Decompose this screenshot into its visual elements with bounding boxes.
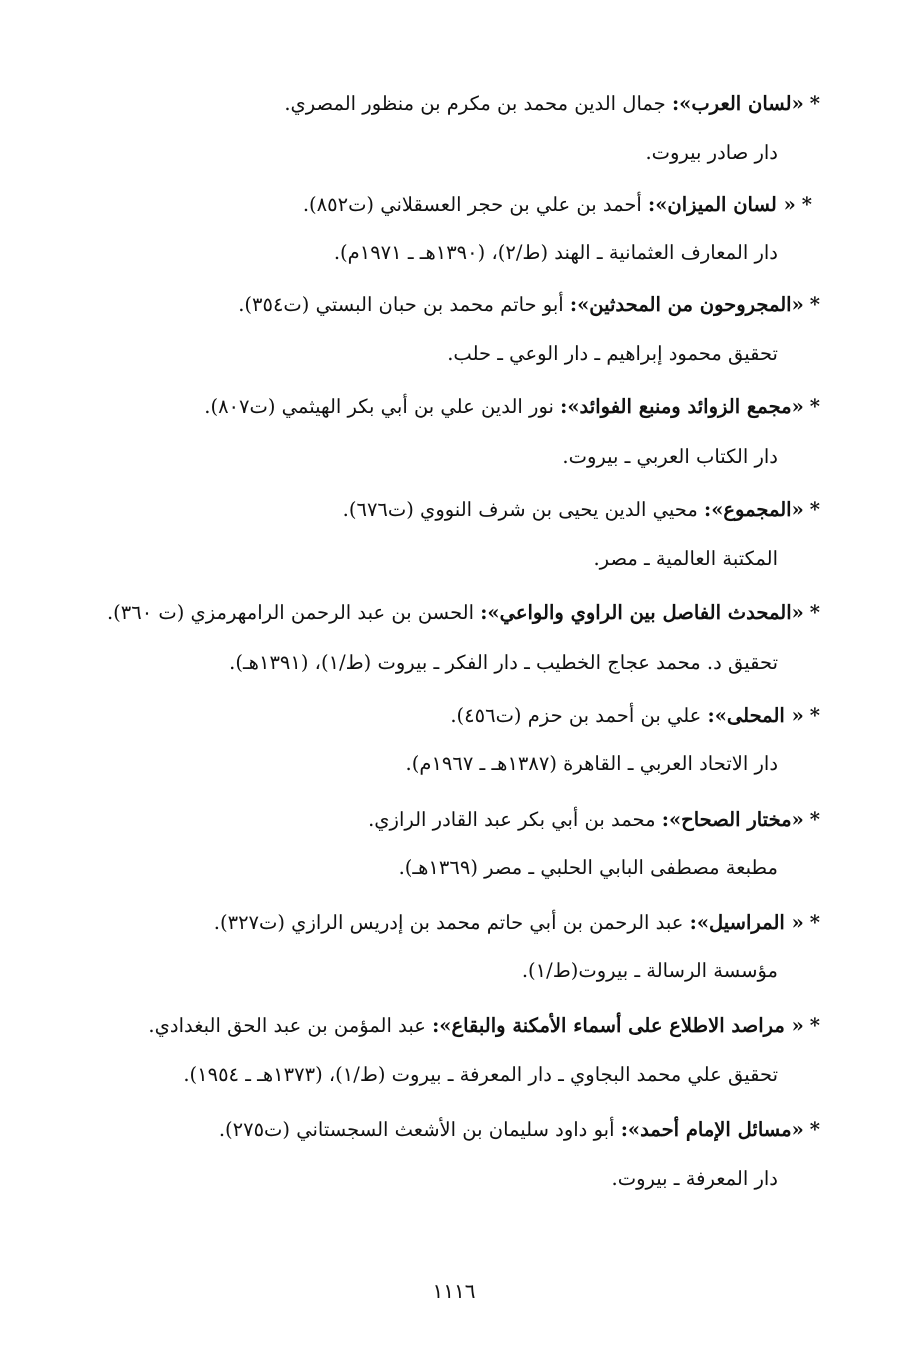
book-title: «المجروحون من المحدثين»:	[569, 293, 804, 316]
page-number: ١١١٦	[432, 1279, 476, 1303]
book-title: « المراسيل»:	[689, 911, 804, 934]
author-text: نور الدين علي بن أبي بكر الهيثمي (ت٨٠٧).	[204, 395, 561, 418]
author-text: أبو حاتم محمد بن حبان البستي (ت٣٥٤).	[238, 293, 570, 316]
publication-details: دار المعرفة ـ بيروت.	[611, 1167, 778, 1190]
bullet-star-icon: *	[809, 1118, 820, 1141]
publication-details: دار صادر بيروت.	[645, 141, 778, 164]
author-text: علي بن أحمد بن حزم (ت٤٥٦).	[450, 704, 708, 727]
entry-heading	[0, 291, 820, 319]
publication-details: مطبعة مصطفى البابي الحلبي ـ مصر (١٣٦٩هـ).	[398, 856, 778, 879]
entry-heading	[0, 1012, 820, 1040]
book-title: «المحدث الفاصل بين الراوي والواعي»:	[480, 601, 804, 624]
book-title: «مسائل الإمام أحمد»:	[620, 1118, 804, 1141]
author-text: عبد الرحمن بن أبي حاتم محمد بن إدريس الرازي (ت٣٢٧).	[213, 911, 690, 934]
publication-details: تحقيق محمود إبراهيم ـ دار الوعي ـ حلب.	[447, 342, 778, 365]
publication-details: دار الاتحاد العربي ـ القاهرة (١٣٨٧هـ ـ ١٩٦٧م).	[405, 752, 778, 775]
bullet-star-icon: *	[809, 1014, 820, 1037]
publication-details: تحقيق د. محمد عجاج الخطيب ـ دار الفكر ـ بيروت (ط/١)، (١٣٩١هـ).	[229, 651, 778, 674]
author-text: محيي الدين يحيى بن شرف النووي (ت٦٧٦).	[342, 498, 705, 521]
entry-heading	[0, 1116, 820, 1144]
bullet-star-icon: *	[809, 293, 820, 316]
publication-details: تحقيق علي محمد البجاوي ـ دار المعرفة ـ بيروت (ط/١)، (١٣٧٣هـ ـ ١٩٥٤).	[183, 1063, 778, 1086]
book-title: « لسان الميزان»:	[648, 193, 796, 216]
entry-heading	[0, 909, 820, 937]
publication-details: المكتبة العالمية ـ مصر.	[593, 547, 778, 570]
book-title: «مجمع الزوائد ومنبع الفوائد»:	[560, 395, 804, 418]
entry-heading	[0, 702, 820, 730]
bullet-star-icon: *	[809, 911, 820, 934]
book-title: «مختار الصحاح»:	[661, 808, 804, 831]
publication-details: دار الكتاب العربي ـ بيروت.	[562, 445, 778, 468]
author-text: عبد المؤمن بن عبد الحق البغدادي.	[148, 1014, 433, 1037]
author-text: الحسن بن عبد الرحمن الرامهرمزي (ت ٣٦٠).	[106, 601, 481, 624]
bullet-star-icon: *	[809, 808, 820, 831]
bullet-star-icon: *	[809, 92, 820, 115]
bullet-star-icon: *	[809, 395, 820, 418]
entry-heading	[0, 496, 820, 524]
bullet-star-icon: *	[809, 498, 820, 521]
entry-heading	[0, 393, 820, 421]
publication-details: دار المعارف العثمانية ـ الهند (ط/٢)، (١٣٩٠هـ ـ ١٩٧١م).	[333, 241, 778, 264]
entry-heading	[0, 599, 820, 627]
bullet-star-icon: *	[809, 601, 820, 624]
book-title: « المحلى»:	[707, 704, 804, 727]
bullet-star-icon: *	[801, 193, 812, 216]
author-text: جمال الدين محمد بن مكرم بن منظور المصري.	[284, 92, 672, 115]
book-title: «لسان العرب»:	[671, 92, 804, 115]
entry-heading	[0, 191, 812, 219]
book-title: «المجموع»:	[704, 498, 804, 521]
entry-heading	[0, 806, 820, 834]
book-title: « مراصد الاطلاع على أسماء الأمكنة والبقاع»:	[432, 1014, 804, 1037]
author-text: أبو داود سليمان بن الأشعث السجستاني (ت٢٧٥).	[218, 1118, 621, 1141]
author-text: محمد بن أبي بكر عبد القادر الرازي.	[368, 808, 662, 831]
bullet-star-icon: *	[809, 704, 820, 727]
entry-heading	[0, 90, 820, 118]
publication-details: مؤسسة الرسالة ـ بيروت(ط/١).	[521, 959, 778, 982]
author-text: أحمد بن علي بن حجر العسقلاني (ت٨٥٢).	[302, 193, 649, 216]
